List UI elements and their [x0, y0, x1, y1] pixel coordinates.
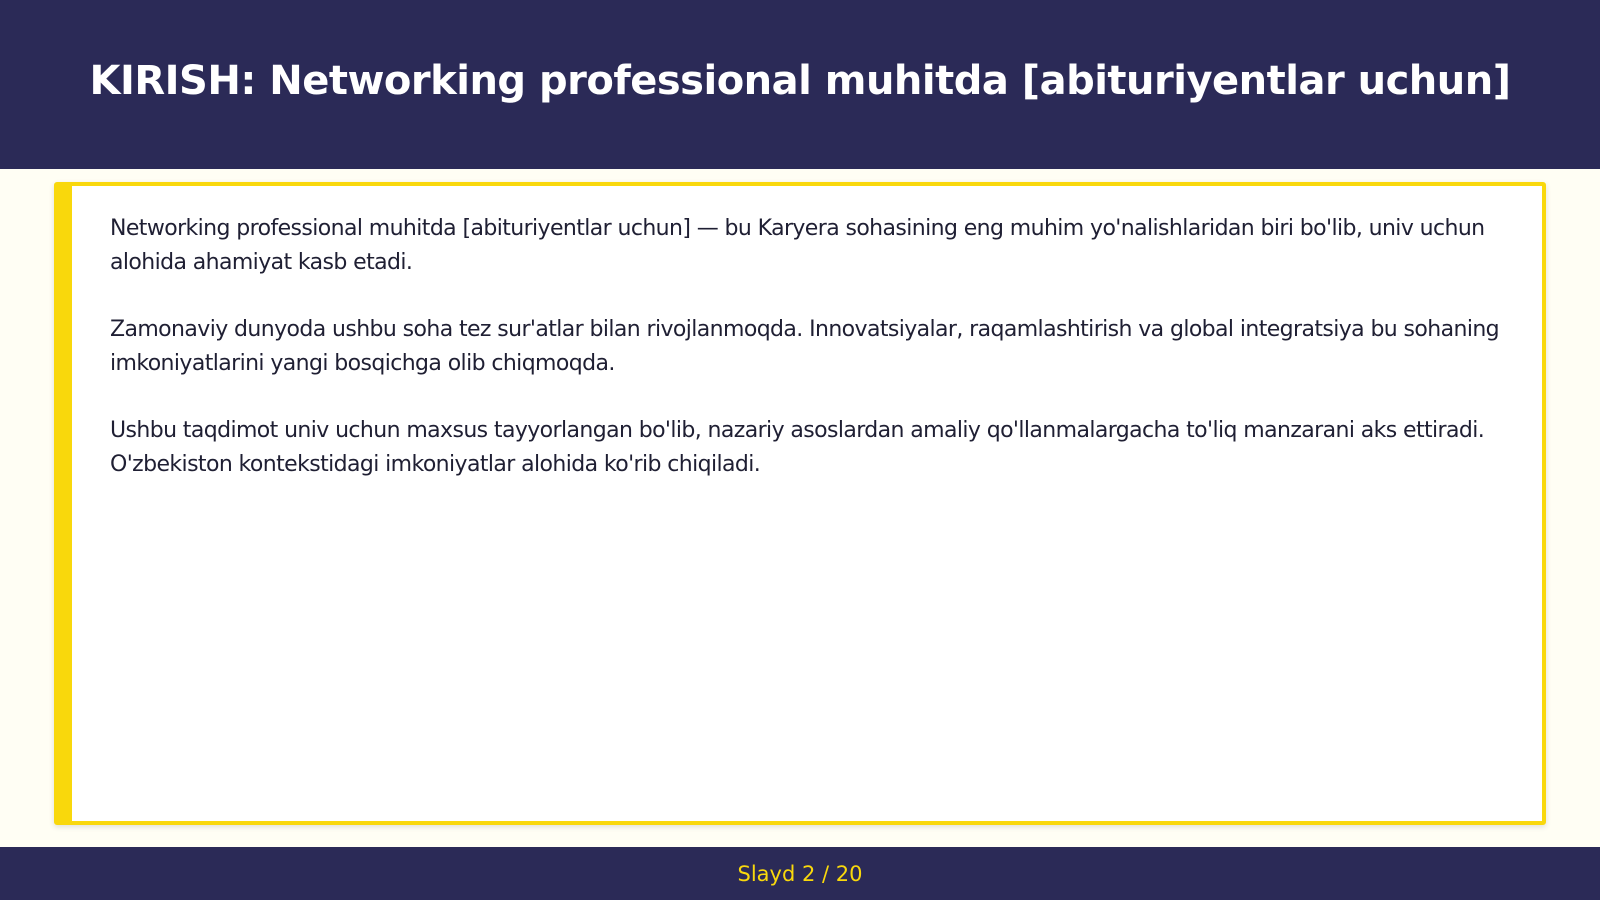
content-text — [110, 212, 1550, 515]
content-card — [54, 182, 1546, 825]
slide-footer — [0, 847, 1600, 900]
slide-title: KIRISH: Networking professional muhitda [abituriyentlar uchun] — [89, 57, 1511, 104]
paragraph-presentation-scope: Ushbu taqdimot univ uchun maxsus tayyorlangan bo'lib, nazariy asoslardan amaliy qo'llanmalargacha to'liq manzarani aks ettiradi. O'zbekiston kontekstidagi imkoniyatlar alohida ko'rib chiqiladi. — [110, 418, 1485, 477]
paragraph-intro: Networking professional muhitda [abituriyentlar uchun] — bu Karyera sohasining eng muhim yo'nalishlaridan biri bo'lib, univ uchun alohida ahamiyat kasb etadi. — [110, 216, 1485, 275]
slide-counter: Slayd 2 / 20 — [737, 861, 863, 886]
slide-header — [0, 0, 1600, 169]
paragraph-modern-world: Zamonaviy dunyoda ushbu soha tez sur'atlar bilan rivojlanmoqda. Innovatsiyalar, raqamlashtirish va global integratsiya bu sohaning imkoniyatlarini yangi bosqichga olib chiqmoqda. — [110, 317, 1500, 376]
